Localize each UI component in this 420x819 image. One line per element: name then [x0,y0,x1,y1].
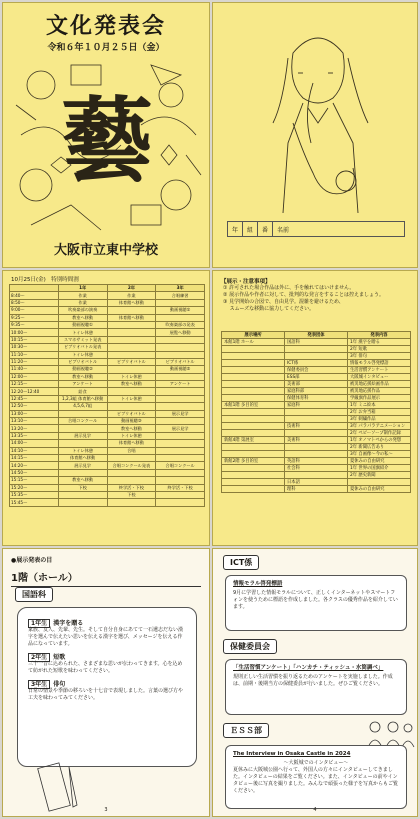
schedule-cell [107,344,156,351]
page-number: 4 [313,807,317,813]
schedule-cell [58,499,107,506]
schedule-table [9,284,205,507]
exhibit-row [222,423,411,430]
ict-title: 情報モラル啓発標語 [233,581,283,587]
exhibit-content: 大阪城インタビュー [348,374,411,381]
grade-badge: 3年生 [28,680,50,689]
exhibit-content: 1年 ミニ絵本 [348,402,411,409]
exhibit-location [222,395,285,402]
exhibit-location [222,472,285,479]
exhibit-group [285,472,348,479]
schedule-cell: 体育館へ移動 [58,454,107,461]
schedule-row [10,329,205,336]
exhibit-location [222,430,285,437]
schedule-time: 15:35〜 [10,491,59,498]
exhibit-group [285,409,348,416]
exhibit-content: 2年 短歌 [348,346,411,353]
schedule-time: 15:45〜 [10,499,59,506]
grade-title: 俳句 [53,681,66,688]
exhibit-location: 新館2階 多目的室 [222,458,285,465]
schedule-row [10,366,205,373]
schedule-time: 12:20〜12:40 [10,388,59,395]
schedule-time: 11:10〜 [10,351,59,358]
exhibit-content: 1年 オノマトペからの発想 [348,437,411,444]
exhibit-group: ICT係 [285,360,348,367]
schedule-cell [156,403,205,410]
exhibit-group: 英語科 [285,458,348,465]
exhibit-row [222,416,411,423]
schedule-cell: 動画視聴② [156,366,205,373]
exhibit-location [222,374,285,381]
schedule-cell [107,307,156,314]
exhibit-location [222,360,285,367]
ess-subtitle: 〜大阪城でのインタビュー〜 [283,760,349,766]
note-item: ① 許可された場合作品は外に、手を触れてはいけません。 [223,285,355,291]
exhibit-row [222,360,411,367]
exhibit-row [222,374,411,381]
schedule-cell: 動画視聴③ [107,418,156,425]
guide-page-right [212,548,418,817]
exhibit-location [222,416,285,423]
exhibit-group: 国語科 [285,339,348,346]
exhibit-row [222,395,411,402]
exhibit-location [222,353,285,360]
schedule-row [10,447,205,454]
exhibit-row [222,339,411,346]
schedule-row [10,336,205,343]
schedule-time: 12:45〜 [10,395,59,402]
schedule-cell: 合唱 [107,447,156,454]
page-number: 3 [104,807,108,813]
exhibit-group [285,353,348,360]
schedule-row [10,425,205,432]
notes-list [223,285,411,313]
schedule-cell [156,477,205,484]
schedule-row [10,299,205,306]
schedule-cell [156,344,205,351]
schedule-cell [107,388,156,395]
health-text: 規則正しい生活習慣を振り返るためのアンケートを実施しました。作成は、前期・後期当方の保健委員が行いました。ぜひご覧ください。 [233,674,393,687]
exhibit-row [222,346,411,353]
schedule-cell: 教室へ移動 [58,477,107,484]
name-field-class: 組 [243,222,258,236]
schedule-time: 13:20〜 [10,425,59,432]
schedule-cell: アンケート [58,381,107,388]
exhibit-content: 3年 パラパラアニメーション [348,423,411,430]
schedule-cell [107,329,156,336]
schedule-cell: 展示見学 [156,410,205,417]
exhibit-content: 生活習慣アンケート [348,367,411,374]
exhibit-group: 美術科 [285,437,348,444]
schedule-cell: 体育館へ移動 [107,299,156,306]
saxophone-player-illustration [233,13,403,213]
schedule-cell: 1,2,3組 体育館へ移動 [58,395,107,402]
brush-illustration [29,761,89,813]
section-tag-ict: ICT係 [223,555,259,570]
schedule-row [10,381,205,388]
schedule-row [10,469,205,476]
name-field[interactable] [227,221,405,237]
schedule-cell [156,447,205,454]
exhibit-location [222,367,285,374]
schedule-cell [58,440,107,447]
guide-page-left [2,548,210,817]
schedule-time: 10:15〜 [10,336,59,343]
schedule-row [10,358,205,365]
exhibit-group: 理科 [285,486,348,493]
schedule-cell: 教室へ移動 [107,425,156,432]
exhibit-header: 発表内容 [348,332,411,339]
grade-block [28,681,186,702]
schedule-cell: 作業 [58,299,107,306]
schedule-cell: ビブリオバトル [58,358,107,365]
exhibit-location [222,388,285,395]
schedule-cell [58,469,107,476]
exhibit-location [222,423,285,430]
section-tag-health: 保健委員会 [223,639,277,654]
exhibit-row [222,388,411,395]
schedule-header: 3年 [156,285,205,292]
exhibit-content: 情報モラル啓発標語 [348,360,411,367]
schedule-cell [156,388,205,395]
ict-text: 9月に学習した情報モラルについて、正しくインターネットやスマートフォンを使うために標語を作成しました。各クラスの優秀作品を紹介しています。 [233,590,398,610]
schedule-time: 12:15〜 [10,381,59,388]
exhibit-group [285,451,348,458]
schedule-cell [107,321,156,328]
schedule-row [10,454,205,461]
schedule-time: 8:40〜 [10,292,59,299]
schedule-cell: 下校 [107,491,156,498]
exhibit-group: 保健委員会 [285,367,348,374]
schedule-row [10,484,205,491]
schedule-time: 13:35〜 [10,432,59,439]
schedule-cell [156,491,205,498]
exhibit-content: 3年 俳句 [348,353,411,360]
exhibit-row [222,402,411,409]
exhibit-content: 3年 刺繍作品 [348,416,411,423]
schedule-cell: 合唱コンクール [156,462,205,469]
exhibit-content: 3年 自画像〜今の私〜 [348,451,411,458]
schedule-cell: 体育館へ移動 [107,314,156,321]
schedule-row [10,344,205,351]
schedule-time: 15:15〜 [10,477,59,484]
exhibit-row [222,409,411,416]
schedule-cell [156,314,205,321]
schedule-cell: 下校 [58,484,107,491]
exhibit-location [222,451,285,458]
exhibit-location: 本館1階 ホール [222,339,285,346]
section-tag-ess: ＥＳＳ部 [223,723,269,738]
exhibit-content: 2年 お弁当箱 [348,409,411,416]
schedule-cell [156,418,205,425]
exhibit-location: 本館1階 多目的室 [222,402,285,409]
schedule-time: 9:00〜 [10,307,59,314]
schedule-time: 9:25〜 [10,314,59,321]
schedule-cell [58,425,107,432]
schedule-cell [107,454,156,461]
schedule-cell: 動画視聴① [156,307,205,314]
schedule-time: 11:20〜 [10,358,59,365]
schedule-header: 1年 [58,285,107,292]
schedule-row [10,403,205,410]
schedule-cell [107,403,156,410]
health-card [225,659,407,715]
schedule-time: 14:15〜 [10,454,59,461]
exhibit-group: ESS部 [285,374,348,381]
schedule-row [10,410,205,417]
exhibit-group [285,444,348,451]
schedule-cell: アンケート [156,381,205,388]
grade-title: 漢字を贈る [53,620,84,627]
grade-text: 三十一音に込められた、さまざまな思いが伝わってきます。心を込めて紡がれた短歌を味わってください。 [28,661,183,674]
schedule-time: 9:35〜 [10,321,59,328]
schedule-cell [58,410,107,417]
exhibit-list-page [212,270,418,546]
exhibit-content: 被災地応援作品 [348,388,411,395]
schedule-row [10,292,205,299]
schedule-cell [156,395,205,402]
exhibit-location: 新館4階 第展室 [222,437,285,444]
exhibit-row [222,437,411,444]
exhibit-row [222,458,411,465]
grade-text: 日常の情景や季節の移ろいを十七音で表現しました。言葉の選び方や工夫を味わってみてください。 [28,688,184,701]
grade-badge: 1年生 [28,619,50,628]
schedule-cell [156,469,205,476]
schedule-row [10,307,205,314]
schedule-cell [156,499,205,506]
schedule-time: 10:30〜 [10,344,59,351]
schedule-cell [156,373,205,380]
schedule-time: 14:20〜 [10,462,59,469]
exhibit-row [222,479,411,486]
cover-illustration [11,55,203,235]
exhibit-row [222,367,411,374]
schedule-cell: 展覧へ移動 [156,329,205,336]
schedule-cell: トイレ休憩 [107,432,156,439]
schedule-time: 11:40〜 [10,366,59,373]
cover-date: 令和６年１０月２５日（金） [47,43,165,53]
schedule-header [10,285,59,292]
note-item: ③ 見学開始の合図で、自由見学。混雑を避けるため、 [223,299,344,305]
schedule-cell: 展示見学 [58,462,107,469]
schedule-cell [107,469,156,476]
schedule-row [10,432,205,439]
schedule-cell: 合唱コンクール発表 [107,462,156,469]
exhibit-header: 展示場所 [222,332,285,339]
cover-big-char: 藝 [60,87,154,195]
schedule-time: 14:50〜 [10,469,59,476]
exhibit-row [222,465,411,472]
exhibit-location [222,346,285,353]
grade-block [28,620,186,648]
schedule-cell: ビブリオバトル [107,410,156,417]
exhibit-content: 1年 世界の国旗紹介 [348,465,411,472]
schedule-cell: 教室へ移動 [107,381,156,388]
grade-text: 家族、友人、先輩、先生。そして自分自身にあてて一石遺志だない漢字を選んで伝えたい思いを伝える漢字を選び、メッセージを伝える作品になっています。 [28,627,184,647]
schedule-cell: 動画視聴① [58,321,107,328]
schedule-cell: トイレ休憩 [107,395,156,402]
schedule-time: 12:50〜 [10,403,59,410]
exhibit-group: 家庭科 [285,402,348,409]
health-title: 「生活習慣アンケート」「ハンカチ・ティッシュ・水筒調べ」 [233,665,384,671]
exhibit-row [222,353,411,360]
schedule-row [10,491,205,498]
exhibit-group [285,346,348,353]
exhibit-row [222,486,411,493]
exhibit-group: 社会科 [285,465,348,472]
schedule-cell: 合唱練習 [156,292,205,299]
exhibit-row [222,451,411,458]
exhibit-content: 2年 新聞広告あり [348,444,411,451]
schedule-cell: 終学活・下校 [107,484,156,491]
schedule-cell: ビブリオバトル発表 [58,344,107,351]
schedule-row [10,477,205,484]
schedule-cell: スマホサミット発表 [58,336,107,343]
guide-heading: ●展示発表の目 [11,557,53,564]
schedule-cell: 吹奏楽部の演奏 [58,307,107,314]
schedule-row [10,314,205,321]
schedule-row [10,388,205,395]
exhibit-group: 日本語 [285,479,348,486]
schedule-cell: 教室へ移動 [58,373,107,380]
name-field-name: 名前 [277,227,290,234]
schedule-cell [156,432,205,439]
schedule-row [10,373,205,380]
schedule-time: 14:10〜 [10,447,59,454]
schedule-page [2,270,210,546]
ess-title: The Interview in Osaka Castle in 2024 [233,751,351,757]
exhibit-location [222,381,285,388]
ict-card [225,575,407,631]
schedule-cell: 給食 [58,388,107,395]
floor-heading: 1階（ホール） [11,569,201,587]
schedule-cell: 体育館へ移動 [107,440,156,447]
schedule-cell: ビブリオバトル [156,358,205,365]
cover-school-name: 大阪市立東中学校 [53,243,158,258]
note-item: ② 展示作品や作者に対して、批判的な発言をすることは控えましょう。 [223,292,384,298]
name-field-number: 番 [258,222,273,236]
schedule-time: 10:00〜 [10,329,59,336]
ess-card [225,745,407,809]
exhibit-content: 学級旗作品展示 [348,395,411,402]
schedule-cell [107,477,156,484]
schedule-cell: ビブリオバトル [107,358,156,365]
exhibit-content [348,479,411,486]
schedule-cell: 作業 [107,292,156,299]
exhibit-location [222,409,285,416]
schedule-cell: 展示見学 [156,425,205,432]
exhibit-row [222,444,411,451]
schedule-time: 15:20〜 [10,484,59,491]
schedule-cell [156,351,205,358]
grade-title: 短歌 [53,654,66,661]
exhibit-content: 被災地応援絵画作品 [348,381,411,388]
schedule-row [10,499,205,506]
schedule-cell: 教室へ移動 [58,314,107,321]
schedule-time: 8:50〜 [10,299,59,306]
schedule-cell: 作業 [58,292,107,299]
exhibit-group: 美術部 [285,381,348,388]
schedule-row [10,351,205,358]
exhibit-content: 2年 ペピーソープ制作記録 [348,430,411,437]
exhibit-group: 家庭科部 [285,388,348,395]
japanese-card [17,607,197,767]
schedule-time: 13:10〜 [10,418,59,425]
exhibit-row [222,381,411,388]
exhibit-content: 夏休みの自由研究 [348,486,411,493]
cover-page [2,2,210,268]
exhibit-location [222,444,285,451]
schedule-cell: トイレ休憩 [107,373,156,380]
schedule-cell [107,336,156,343]
exhibit-group: 保健体育科 [285,395,348,402]
schedule-cell: トイレ休憩 [58,351,107,358]
schedule-title: 10月25日(金) 特別時間割 [11,277,79,283]
schedule-row [10,321,205,328]
ess-text: 夏休みに大阪城公園へ行って、外国人の方々にインタビューしてきました。インタビューの結果をご覧ください。また、インタビューの前やインタビュー後に写真を撮りました。みんなで頑張った様子を写真からもご覧ください。 [233,767,399,794]
schedule-header: 2年 [107,285,156,292]
exhibit-content: 2年 歴史新聞 [348,472,411,479]
grade-badge: 2年生 [28,653,50,662]
name-field-grade: 年 [228,222,243,236]
exhibit-row [222,430,411,437]
exhibit-content: 夏休みの自由研究 [348,458,411,465]
schedule-cell [156,440,205,447]
exhibit-row [222,472,411,479]
schedule-row [10,440,205,447]
exhibit-group [285,416,348,423]
schedule-cell: 終学活・下校 [156,484,205,491]
exhibit-header: 発表団体 [285,332,348,339]
exhibit-table [221,331,411,493]
schedule-row [10,462,205,469]
notes-heading: 【展示・注意事項】 [221,279,271,285]
schedule-cell [107,366,156,373]
schedule-cell: 吹奏楽部の発表 [156,321,205,328]
schedule-cell [107,499,156,506]
schedule-row [10,395,205,402]
schedule-time: 14:00〜 [10,440,59,447]
schedule-cell [107,351,156,358]
schedule-cell: 合唱コンクール [58,418,107,425]
cover-title: 文化発表会 [45,13,166,39]
exhibit-location [222,486,285,493]
schedule-cell [156,454,205,461]
schedule-row [10,418,205,425]
exhibit-group: 技術科 [285,423,348,430]
schedule-time: 13:00〜 [10,410,59,417]
note-item: スムーズな移動に協力してください。 [223,306,315,312]
schedule-cell: トイレ休憩 [58,447,107,454]
schedule-time: 12:00〜 [10,373,59,380]
schedule-cell [156,299,205,306]
schedule-cell: 4,5,6,7組 [58,403,107,410]
schedule-cell: トイレ休憩 [58,329,107,336]
section-tag-japanese: 国語科 [15,587,53,602]
schedule-cell: 動画視聴② [58,366,107,373]
back-cover-page [212,2,418,268]
schedule-cell [156,336,205,343]
exhibit-location [222,479,285,486]
grade-block [28,654,186,675]
exhibit-group [285,430,348,437]
exhibit-content: 1年 漢字を贈る [348,339,411,346]
exhibit-location [222,465,285,472]
schedule-cell [58,491,107,498]
schedule-cell: 展示見学 [58,432,107,439]
